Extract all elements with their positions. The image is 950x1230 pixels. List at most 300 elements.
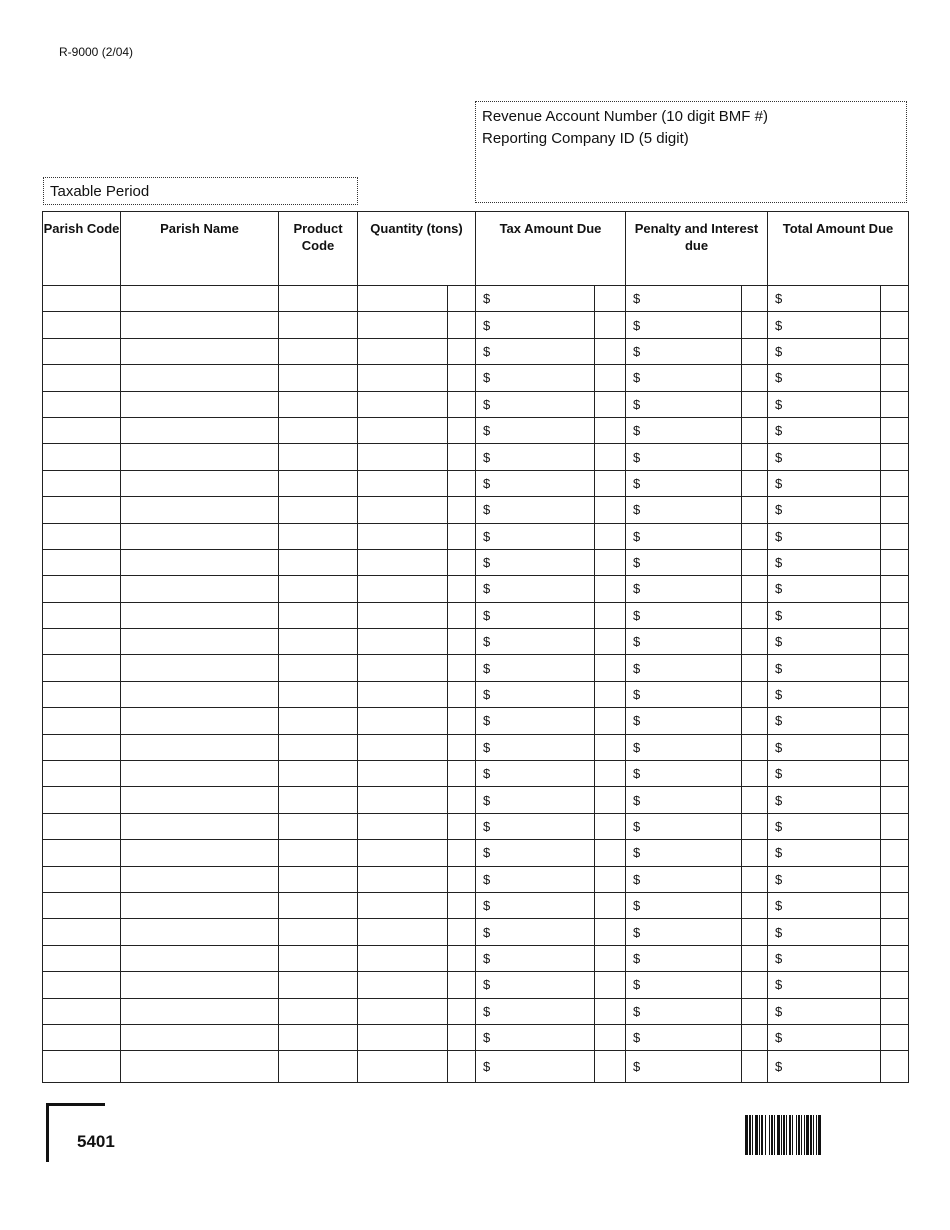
- tax-amount-cents-cell[interactable]: [595, 312, 626, 338]
- quantity-cell[interactable]: [358, 417, 448, 443]
- quantity-fraction-cell[interactable]: [448, 787, 476, 813]
- tax-amount-cents-cell[interactable]: [595, 576, 626, 602]
- tax-amount-cents-cell[interactable]: [595, 1051, 626, 1083]
- quantity-cell[interactable]: [358, 497, 448, 523]
- quantity-fraction-cell[interactable]: [448, 972, 476, 998]
- tax-amount-cents-cell[interactable]: [595, 840, 626, 866]
- tax-amount-cell[interactable]: [476, 286, 595, 312]
- parish-code-cell[interactable]: [43, 602, 121, 628]
- parish-code-cell[interactable]: [43, 866, 121, 892]
- tax-amount-cell[interactable]: [476, 945, 595, 971]
- tax-amount-cell[interactable]: [476, 734, 595, 760]
- product-code-cell[interactable]: [279, 549, 358, 575]
- quantity-cell[interactable]: [358, 813, 448, 839]
- total-cell[interactable]: [768, 998, 881, 1024]
- account-info-box[interactable]: [475, 101, 907, 203]
- product-code-cell[interactable]: [279, 761, 358, 787]
- parish-name-cell[interactable]: [121, 286, 279, 312]
- total-cents-cell[interactable]: [881, 734, 909, 760]
- total-cents-cell[interactable]: [881, 417, 909, 443]
- total-cents-cell[interactable]: [881, 365, 909, 391]
- parish-name-cell[interactable]: [121, 840, 279, 866]
- total-cell[interactable]: [768, 866, 881, 892]
- quantity-fraction-cell[interactable]: [448, 708, 476, 734]
- tax-amount-cents-cell[interactable]: [595, 444, 626, 470]
- tax-amount-cell[interactable]: [476, 417, 595, 443]
- parish-code-cell[interactable]: [43, 286, 121, 312]
- quantity-cell[interactable]: [358, 629, 448, 655]
- parish-name-cell[interactable]: [121, 787, 279, 813]
- penalty-cell[interactable]: [626, 813, 742, 839]
- quantity-fraction-cell[interactable]: [448, 813, 476, 839]
- total-cell[interactable]: [768, 1051, 881, 1083]
- total-cell[interactable]: [768, 338, 881, 364]
- penalty-cell[interactable]: [626, 840, 742, 866]
- product-code-cell[interactable]: [279, 470, 358, 496]
- penalty-cents-cell[interactable]: [742, 286, 768, 312]
- total-cell[interactable]: [768, 840, 881, 866]
- total-cell[interactable]: [768, 629, 881, 655]
- quantity-fraction-cell[interactable]: [448, 338, 476, 364]
- penalty-cell[interactable]: [626, 444, 742, 470]
- quantity-fraction-cell[interactable]: [448, 761, 476, 787]
- product-code-cell[interactable]: [279, 417, 358, 443]
- penalty-cell[interactable]: [626, 655, 742, 681]
- parish-name-cell[interactable]: [121, 549, 279, 575]
- tax-amount-cell[interactable]: [476, 655, 595, 681]
- total-cell[interactable]: [768, 286, 881, 312]
- total-cell[interactable]: [768, 681, 881, 707]
- parish-name-cell[interactable]: [121, 681, 279, 707]
- total-cents-cell[interactable]: [881, 840, 909, 866]
- penalty-cents-cell[interactable]: [742, 787, 768, 813]
- quantity-fraction-cell[interactable]: [448, 365, 476, 391]
- parish-code-cell[interactable]: [43, 576, 121, 602]
- product-code-cell[interactable]: [279, 866, 358, 892]
- penalty-cell[interactable]: [626, 1051, 742, 1083]
- total-cents-cell[interactable]: [881, 444, 909, 470]
- penalty-cell[interactable]: [626, 338, 742, 364]
- quantity-fraction-cell[interactable]: [448, 523, 476, 549]
- quantity-fraction-cell[interactable]: [448, 312, 476, 338]
- parish-code-cell[interactable]: [43, 813, 121, 839]
- product-code-cell[interactable]: [279, 998, 358, 1024]
- quantity-cell[interactable]: [358, 391, 448, 417]
- tax-amount-cents-cell[interactable]: [595, 286, 626, 312]
- quantity-cell[interactable]: [358, 787, 448, 813]
- penalty-cents-cell[interactable]: [742, 655, 768, 681]
- parish-name-cell[interactable]: [121, 417, 279, 443]
- penalty-cell[interactable]: [626, 629, 742, 655]
- quantity-cell[interactable]: [358, 840, 448, 866]
- penalty-cents-cell[interactable]: [742, 629, 768, 655]
- tax-amount-cents-cell[interactable]: [595, 761, 626, 787]
- tax-amount-cents-cell[interactable]: [595, 945, 626, 971]
- quantity-fraction-cell[interactable]: [448, 576, 476, 602]
- total-cents-cell[interactable]: [881, 629, 909, 655]
- tax-amount-cents-cell[interactable]: [595, 470, 626, 496]
- tax-amount-cell[interactable]: [476, 338, 595, 364]
- penalty-cell[interactable]: [626, 892, 742, 918]
- penalty-cell[interactable]: [626, 470, 742, 496]
- product-code-cell[interactable]: [279, 681, 358, 707]
- penalty-cents-cell[interactable]: [742, 761, 768, 787]
- quantity-cell[interactable]: [358, 365, 448, 391]
- parish-name-cell[interactable]: [121, 1051, 279, 1083]
- total-cell[interactable]: [768, 576, 881, 602]
- tax-amount-cents-cell[interactable]: [595, 655, 626, 681]
- penalty-cents-cell[interactable]: [742, 470, 768, 496]
- tax-amount-cell[interactable]: [476, 840, 595, 866]
- total-cents-cell[interactable]: [881, 998, 909, 1024]
- penalty-cents-cell[interactable]: [742, 312, 768, 338]
- quantity-cell[interactable]: [358, 470, 448, 496]
- product-code-cell[interactable]: [279, 1024, 358, 1050]
- quantity-fraction-cell[interactable]: [448, 602, 476, 628]
- product-code-cell[interactable]: [279, 655, 358, 681]
- quantity-cell[interactable]: [358, 338, 448, 364]
- tax-amount-cell[interactable]: [476, 813, 595, 839]
- penalty-cents-cell[interactable]: [742, 998, 768, 1024]
- penalty-cents-cell[interactable]: [742, 866, 768, 892]
- tax-amount-cents-cell[interactable]: [595, 391, 626, 417]
- quantity-cell[interactable]: [358, 734, 448, 760]
- penalty-cell[interactable]: [626, 417, 742, 443]
- quantity-fraction-cell[interactable]: [448, 1051, 476, 1083]
- product-code-cell[interactable]: [279, 286, 358, 312]
- product-code-cell[interactable]: [279, 840, 358, 866]
- tax-amount-cell[interactable]: [476, 497, 595, 523]
- total-cents-cell[interactable]: [881, 470, 909, 496]
- parish-name-cell[interactable]: [121, 708, 279, 734]
- product-code-cell[interactable]: [279, 338, 358, 364]
- product-code-cell[interactable]: [279, 391, 358, 417]
- total-cents-cell[interactable]: [881, 312, 909, 338]
- parish-code-cell[interactable]: [43, 338, 121, 364]
- quantity-fraction-cell[interactable]: [448, 681, 476, 707]
- parish-name-cell[interactable]: [121, 338, 279, 364]
- penalty-cents-cell[interactable]: [742, 708, 768, 734]
- quantity-fraction-cell[interactable]: [448, 629, 476, 655]
- quantity-cell[interactable]: [358, 286, 448, 312]
- total-cell[interactable]: [768, 365, 881, 391]
- total-cents-cell[interactable]: [881, 945, 909, 971]
- parish-name-cell[interactable]: [121, 391, 279, 417]
- quantity-cell[interactable]: [358, 998, 448, 1024]
- parish-name-cell[interactable]: [121, 470, 279, 496]
- total-cents-cell[interactable]: [881, 602, 909, 628]
- parish-name-cell[interactable]: [121, 866, 279, 892]
- parish-code-cell[interactable]: [43, 417, 121, 443]
- tax-amount-cell[interactable]: [476, 972, 595, 998]
- quantity-cell[interactable]: [358, 602, 448, 628]
- penalty-cents-cell[interactable]: [742, 1051, 768, 1083]
- tax-amount-cell[interactable]: [476, 470, 595, 496]
- total-cents-cell[interactable]: [881, 497, 909, 523]
- total-cents-cell[interactable]: [881, 866, 909, 892]
- tax-amount-cents-cell[interactable]: [595, 734, 626, 760]
- quantity-fraction-cell[interactable]: [448, 840, 476, 866]
- parish-name-cell[interactable]: [121, 576, 279, 602]
- total-cents-cell[interactable]: [881, 761, 909, 787]
- penalty-cell[interactable]: [626, 708, 742, 734]
- penalty-cell[interactable]: [626, 787, 742, 813]
- parish-name-cell[interactable]: [121, 497, 279, 523]
- penalty-cell[interactable]: [626, 919, 742, 945]
- parish-code-cell[interactable]: [43, 655, 121, 681]
- parish-code-cell[interactable]: [43, 945, 121, 971]
- total-cell[interactable]: [768, 813, 881, 839]
- product-code-cell[interactable]: [279, 365, 358, 391]
- product-code-cell[interactable]: [279, 813, 358, 839]
- tax-amount-cents-cell[interactable]: [595, 892, 626, 918]
- parish-code-cell[interactable]: [43, 365, 121, 391]
- parish-code-cell[interactable]: [43, 549, 121, 575]
- parish-code-cell[interactable]: [43, 787, 121, 813]
- quantity-fraction-cell[interactable]: [448, 655, 476, 681]
- tax-amount-cents-cell[interactable]: [595, 681, 626, 707]
- total-cents-cell[interactable]: [881, 1024, 909, 1050]
- penalty-cents-cell[interactable]: [742, 444, 768, 470]
- tax-amount-cents-cell[interactable]: [595, 497, 626, 523]
- quantity-fraction-cell[interactable]: [448, 497, 476, 523]
- product-code-cell[interactable]: [279, 787, 358, 813]
- tax-amount-cents-cell[interactable]: [595, 523, 626, 549]
- tax-amount-cell[interactable]: [476, 365, 595, 391]
- tax-amount-cell[interactable]: [476, 892, 595, 918]
- quantity-cell[interactable]: [358, 655, 448, 681]
- penalty-cents-cell[interactable]: [742, 919, 768, 945]
- parish-name-cell[interactable]: [121, 312, 279, 338]
- penalty-cell[interactable]: [626, 312, 742, 338]
- total-cents-cell[interactable]: [881, 286, 909, 312]
- quantity-cell[interactable]: [358, 444, 448, 470]
- parish-code-cell[interactable]: [43, 1051, 121, 1083]
- penalty-cents-cell[interactable]: [742, 523, 768, 549]
- quantity-cell[interactable]: [358, 549, 448, 575]
- quantity-fraction-cell[interactable]: [448, 734, 476, 760]
- parish-code-cell[interactable]: [43, 892, 121, 918]
- total-cents-cell[interactable]: [881, 523, 909, 549]
- penalty-cents-cell[interactable]: [742, 1024, 768, 1050]
- penalty-cents-cell[interactable]: [742, 734, 768, 760]
- tax-amount-cell[interactable]: [476, 866, 595, 892]
- parish-code-cell[interactable]: [43, 1024, 121, 1050]
- quantity-cell[interactable]: [358, 523, 448, 549]
- penalty-cents-cell[interactable]: [742, 549, 768, 575]
- parish-code-cell[interactable]: [43, 708, 121, 734]
- penalty-cell[interactable]: [626, 998, 742, 1024]
- quantity-fraction-cell[interactable]: [448, 444, 476, 470]
- parish-name-cell[interactable]: [121, 444, 279, 470]
- total-cell[interactable]: [768, 655, 881, 681]
- product-code-cell[interactable]: [279, 945, 358, 971]
- quantity-cell[interactable]: [358, 945, 448, 971]
- tax-amount-cell[interactable]: [476, 312, 595, 338]
- total-cell[interactable]: [768, 734, 881, 760]
- quantity-fraction-cell[interactable]: [448, 892, 476, 918]
- penalty-cell[interactable]: [626, 761, 742, 787]
- parish-code-cell[interactable]: [43, 681, 121, 707]
- quantity-cell[interactable]: [358, 972, 448, 998]
- quantity-cell[interactable]: [358, 576, 448, 602]
- tax-amount-cents-cell[interactable]: [595, 919, 626, 945]
- penalty-cell[interactable]: [626, 365, 742, 391]
- taxable-period-box[interactable]: [43, 177, 358, 205]
- total-cell[interactable]: [768, 708, 881, 734]
- quantity-cell[interactable]: [358, 681, 448, 707]
- total-cents-cell[interactable]: [881, 681, 909, 707]
- product-code-cell[interactable]: [279, 444, 358, 470]
- quantity-fraction-cell[interactable]: [448, 1024, 476, 1050]
- penalty-cents-cell[interactable]: [742, 497, 768, 523]
- total-cents-cell[interactable]: [881, 655, 909, 681]
- penalty-cents-cell[interactable]: [742, 813, 768, 839]
- penalty-cell[interactable]: [626, 602, 742, 628]
- penalty-cell[interactable]: [626, 945, 742, 971]
- parish-code-cell[interactable]: [43, 972, 121, 998]
- product-code-cell[interactable]: [279, 708, 358, 734]
- total-cents-cell[interactable]: [881, 391, 909, 417]
- penalty-cents-cell[interactable]: [742, 391, 768, 417]
- parish-code-cell[interactable]: [43, 497, 121, 523]
- parish-name-cell[interactable]: [121, 602, 279, 628]
- total-cell[interactable]: [768, 523, 881, 549]
- penalty-cell[interactable]: [626, 734, 742, 760]
- tax-amount-cell[interactable]: [476, 576, 595, 602]
- penalty-cents-cell[interactable]: [742, 576, 768, 602]
- quantity-cell[interactable]: [358, 1024, 448, 1050]
- penalty-cell[interactable]: [626, 286, 742, 312]
- quantity-cell[interactable]: [358, 708, 448, 734]
- quantity-fraction-cell[interactable]: [448, 919, 476, 945]
- parish-name-cell[interactable]: [121, 629, 279, 655]
- parish-name-cell[interactable]: [121, 945, 279, 971]
- total-cell[interactable]: [768, 470, 881, 496]
- total-cents-cell[interactable]: [881, 919, 909, 945]
- quantity-cell[interactable]: [358, 892, 448, 918]
- tax-amount-cents-cell[interactable]: [595, 365, 626, 391]
- parish-name-cell[interactable]: [121, 365, 279, 391]
- parish-code-cell[interactable]: [43, 734, 121, 760]
- total-cell[interactable]: [768, 497, 881, 523]
- quantity-fraction-cell[interactable]: [448, 286, 476, 312]
- total-cell[interactable]: [768, 549, 881, 575]
- tax-amount-cell[interactable]: [476, 1024, 595, 1050]
- parish-code-cell[interactable]: [43, 761, 121, 787]
- parish-name-cell[interactable]: [121, 734, 279, 760]
- total-cents-cell[interactable]: [881, 549, 909, 575]
- tax-amount-cents-cell[interactable]: [595, 602, 626, 628]
- tax-amount-cell[interactable]: [476, 1051, 595, 1083]
- tax-amount-cents-cell[interactable]: [595, 338, 626, 364]
- parish-code-cell[interactable]: [43, 998, 121, 1024]
- tax-amount-cents-cell[interactable]: [595, 708, 626, 734]
- product-code-cell[interactable]: [279, 919, 358, 945]
- parish-name-cell[interactable]: [121, 1024, 279, 1050]
- penalty-cents-cell[interactable]: [742, 602, 768, 628]
- penalty-cell[interactable]: [626, 549, 742, 575]
- total-cell[interactable]: [768, 972, 881, 998]
- total-cell[interactable]: [768, 417, 881, 443]
- parish-code-cell[interactable]: [43, 391, 121, 417]
- tax-amount-cell[interactable]: [476, 602, 595, 628]
- tax-amount-cents-cell[interactable]: [595, 787, 626, 813]
- product-code-cell[interactable]: [279, 523, 358, 549]
- product-code-cell[interactable]: [279, 497, 358, 523]
- total-cents-cell[interactable]: [881, 576, 909, 602]
- penalty-cell[interactable]: [626, 866, 742, 892]
- penalty-cents-cell[interactable]: [742, 840, 768, 866]
- total-cents-cell[interactable]: [881, 972, 909, 998]
- total-cents-cell[interactable]: [881, 338, 909, 364]
- quantity-fraction-cell[interactable]: [448, 417, 476, 443]
- quantity-fraction-cell[interactable]: [448, 549, 476, 575]
- tax-amount-cents-cell[interactable]: [595, 549, 626, 575]
- tax-amount-cell[interactable]: [476, 681, 595, 707]
- parish-name-cell[interactable]: [121, 998, 279, 1024]
- total-cents-cell[interactable]: [881, 708, 909, 734]
- parish-name-cell[interactable]: [121, 655, 279, 681]
- tax-amount-cents-cell[interactable]: [595, 813, 626, 839]
- tax-amount-cell[interactable]: [476, 787, 595, 813]
- penalty-cell[interactable]: [626, 523, 742, 549]
- total-cell[interactable]: [768, 1024, 881, 1050]
- penalty-cell[interactable]: [626, 576, 742, 602]
- total-cell[interactable]: [768, 892, 881, 918]
- quantity-fraction-cell[interactable]: [448, 866, 476, 892]
- total-cell[interactable]: [768, 391, 881, 417]
- total-cell[interactable]: [768, 312, 881, 338]
- quantity-fraction-cell[interactable]: [448, 470, 476, 496]
- parish-name-cell[interactable]: [121, 523, 279, 549]
- quantity-fraction-cell[interactable]: [448, 391, 476, 417]
- parish-name-cell[interactable]: [121, 813, 279, 839]
- penalty-cents-cell[interactable]: [742, 945, 768, 971]
- total-cell[interactable]: [768, 444, 881, 470]
- penalty-cell[interactable]: [626, 681, 742, 707]
- quantity-fraction-cell[interactable]: [448, 945, 476, 971]
- tax-amount-cell[interactable]: [476, 998, 595, 1024]
- quantity-cell[interactable]: [358, 761, 448, 787]
- penalty-cents-cell[interactable]: [742, 417, 768, 443]
- tax-amount-cents-cell[interactable]: [595, 1024, 626, 1050]
- penalty-cell[interactable]: [626, 1024, 742, 1050]
- parish-name-cell[interactable]: [121, 972, 279, 998]
- total-cents-cell[interactable]: [881, 1051, 909, 1083]
- tax-amount-cell[interactable]: [476, 523, 595, 549]
- total-cell[interactable]: [768, 761, 881, 787]
- penalty-cents-cell[interactable]: [742, 892, 768, 918]
- penalty-cents-cell[interactable]: [742, 338, 768, 364]
- product-code-cell[interactable]: [279, 972, 358, 998]
- product-code-cell[interactable]: [279, 1051, 358, 1083]
- penalty-cell[interactable]: [626, 391, 742, 417]
- total-cents-cell[interactable]: [881, 892, 909, 918]
- product-code-cell[interactable]: [279, 892, 358, 918]
- tax-amount-cell[interactable]: [476, 391, 595, 417]
- tax-amount-cell[interactable]: [476, 761, 595, 787]
- total-cell[interactable]: [768, 945, 881, 971]
- penalty-cell[interactable]: [626, 972, 742, 998]
- quantity-fraction-cell[interactable]: [448, 998, 476, 1024]
- parish-code-cell[interactable]: [43, 444, 121, 470]
- tax-amount-cell[interactable]: [476, 708, 595, 734]
- tax-amount-cents-cell[interactable]: [595, 417, 626, 443]
- parish-code-cell[interactable]: [43, 523, 121, 549]
- tax-amount-cell[interactable]: [476, 629, 595, 655]
- product-code-cell[interactable]: [279, 734, 358, 760]
